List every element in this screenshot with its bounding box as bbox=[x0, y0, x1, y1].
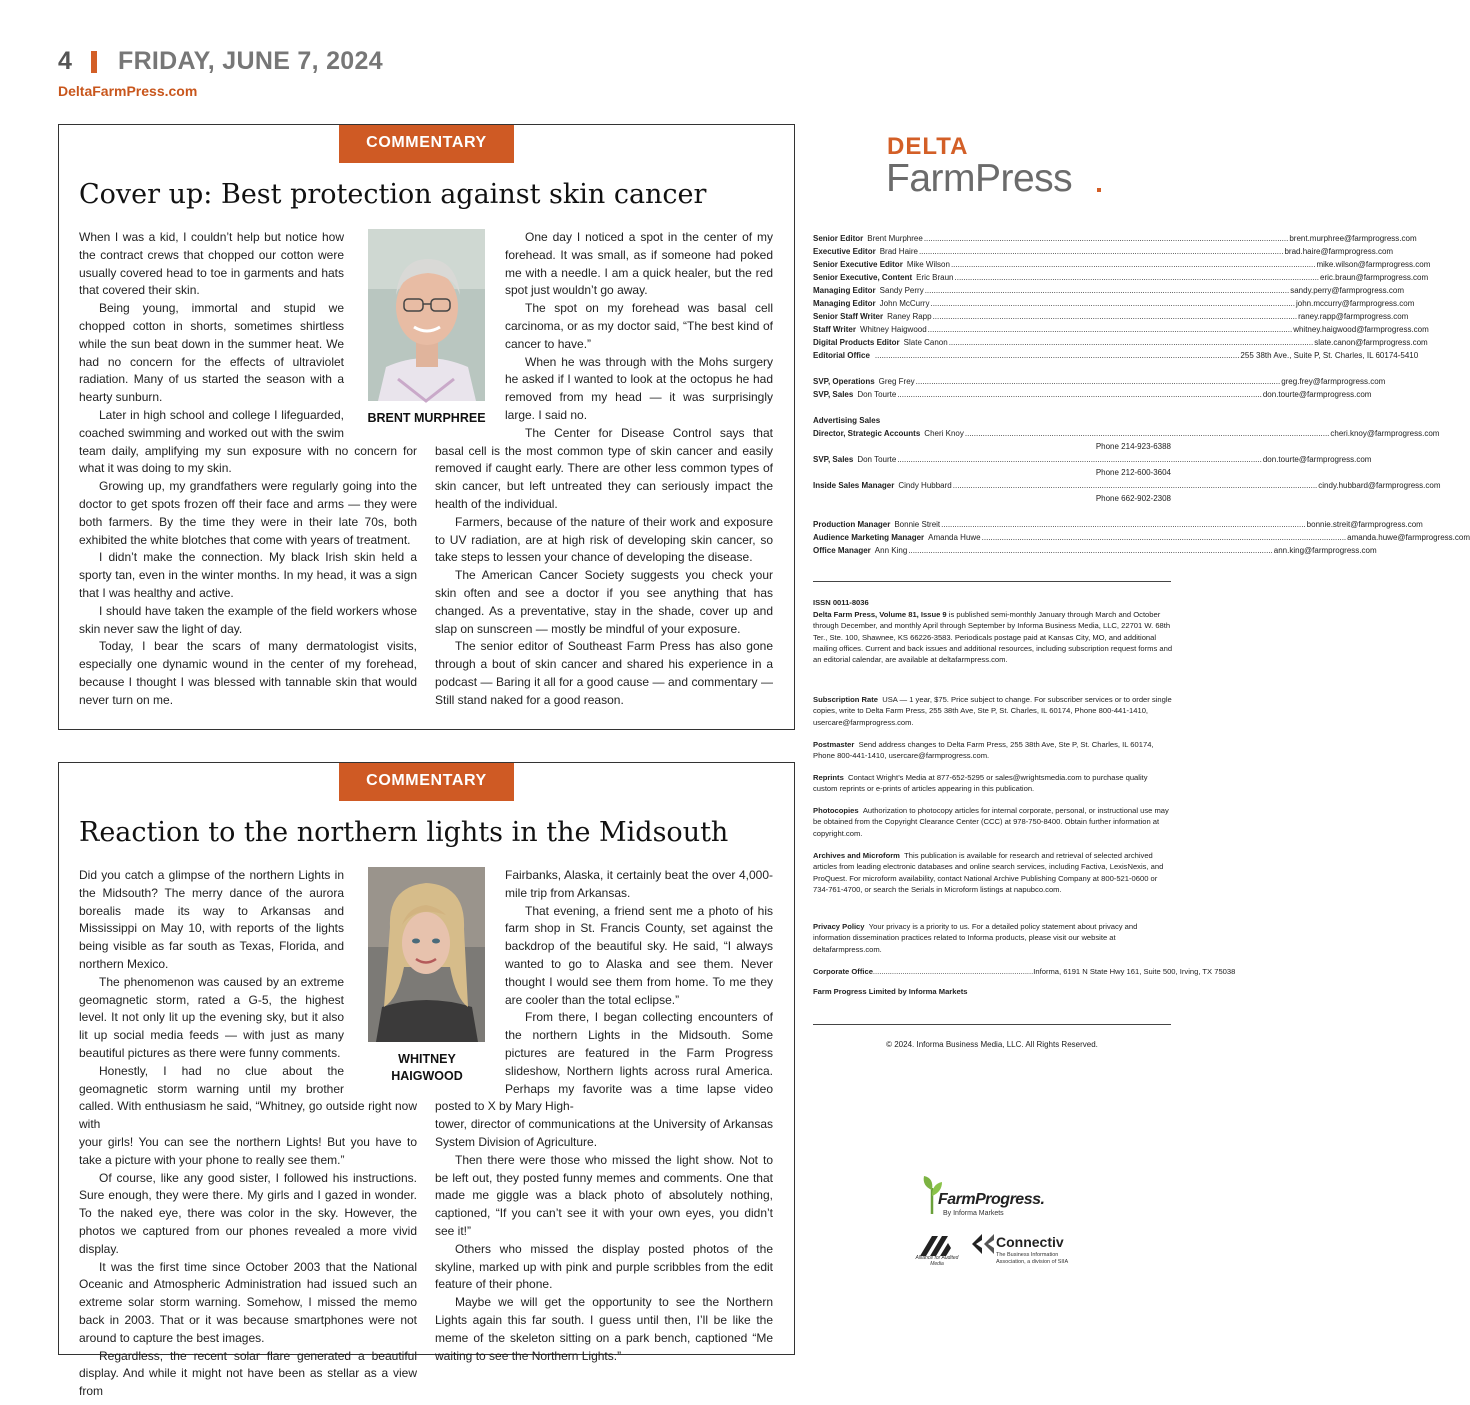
issn: ISSN 0011-8036 bbox=[813, 598, 869, 607]
staff-row bbox=[813, 271, 1429, 284]
paragraph: tower, director of communications at the University of Arkansas System Division of Agriculture. bbox=[435, 1117, 773, 1149]
staff-list-operations bbox=[813, 375, 1386, 401]
text: Contact Wright’s Media at 877-652-5295 or sales@wrightsmedia.com to purchase quality custom reprints or e-prints of articles appearing in this publication. bbox=[813, 773, 1148, 794]
farm-progress-limited: Farm Progress Limited by Informa Markets bbox=[813, 987, 968, 996]
paragraph: From there, I began collecting encounters of the northern Lights in the Midsouth. Some pictures are featured in the Farm Progress slideshow, Northern lights across rural America. Perhaps my favorite was a time lapse video posted to X by Mary High- bbox=[435, 1010, 773, 1114]
paragraph: When he was through with the Mohs surgery he asked if I wanted to look at the octopus he had removed from my head — it was surprisingly large. I said no. bbox=[505, 354, 773, 422]
archives bbox=[813, 850, 1173, 895]
leader-dots bbox=[908, 544, 1273, 557]
staff-row bbox=[813, 388, 1372, 401]
staff-row bbox=[813, 297, 1415, 310]
leader-dots bbox=[924, 232, 1289, 245]
leader-dots bbox=[953, 479, 1318, 492]
label: Photocopies bbox=[813, 806, 859, 815]
paragraph: Others who missed the display posted photos of the skyline, marked up with pink and purple scribbles from the edit feature of their phone. bbox=[435, 1241, 773, 1292]
staff-list-sales bbox=[813, 427, 1441, 505]
leader-dots bbox=[982, 531, 1347, 544]
article-northern-lights bbox=[58, 762, 795, 1399]
staff-row bbox=[813, 531, 1470, 544]
staff-name: Sandy Perry bbox=[879, 286, 924, 295]
staff-row bbox=[813, 427, 1440, 440]
staff-row bbox=[813, 336, 1428, 349]
staff-list-production bbox=[813, 518, 1470, 557]
paragraph: I should have taken the example of the field workers whose skin never saw the light of day. bbox=[79, 603, 417, 636]
staff-email[interactable]: whitney.haigwood@farmprogress.com bbox=[1293, 325, 1429, 334]
leader-dots bbox=[965, 427, 1330, 440]
staff-email[interactable]: mike.wilson@farmprogress.com bbox=[1316, 260, 1431, 269]
staff-email[interactable]: amanda.huwe@farmprogress.com bbox=[1347, 533, 1470, 542]
paragraph: It was the first time since October 2003 that the National Oceanic and Atmospheric Administration had issued such an extreme solar storm warning. Somehow, I missed the memo back in 2003. That or it was because smartphones were not around to capture the best images. bbox=[79, 1259, 417, 1345]
leader-dots bbox=[897, 388, 1262, 401]
staff-name: Don Tourte bbox=[857, 455, 897, 464]
staff-email[interactable]: greg.frey@farmprogress.com bbox=[1281, 377, 1386, 386]
staff-name: Eric Braun bbox=[916, 273, 954, 282]
staff-email[interactable]: john.mccurry@farmprogress.com bbox=[1295, 299, 1415, 308]
staff-row bbox=[813, 518, 1423, 531]
staff-role: Senior Staff Writer bbox=[813, 312, 884, 321]
staff-email[interactable]: raney.rapp@farmprogress.com bbox=[1298, 312, 1409, 321]
pub-label: Delta Farm Press, Volume 81, Issue 9 bbox=[813, 610, 947, 619]
text: Authorization to photocopy articles for internal corporate, personal, or instructional use may be obtained from the Copyright Clearance Center (CCC) at 978-750-8400. Obtain further information at copyright.com. bbox=[813, 806, 1169, 838]
paragraph: The American Cancer Society suggests you check your skin often and see a doctor if you see anything that has changed. As a preventative, stay in the shade, cover up and slap on sunscreen — mostly be mindful of your exposure. bbox=[435, 568, 773, 636]
paragraph: Being young, immortal and stupid we chopped cotton in shorts, sometimes shirtless while the sun beat down in the summer heat. We had no concern for the effects of ultraviolet radiation. Many of us started the season with a hearty sunburn. bbox=[79, 301, 344, 405]
staff-name: John McCurry bbox=[879, 299, 930, 308]
staff-role: Audience Marketing Manager bbox=[813, 533, 925, 542]
staff-name: Ann King bbox=[874, 546, 908, 555]
staff-email[interactable]: bonnie.streit@farmprogress.com bbox=[1306, 520, 1423, 529]
staff-row bbox=[813, 323, 1429, 336]
text: USA — 1 year, $75. Price subject to change. For subscriber services or to order single copies, write to Delta Farm Press, 255 38th Ave, Ste P, St. Charles, IL 60174, Phone 800-441-1410, usercare@farmprogress.com. bbox=[813, 695, 1172, 727]
staff-role: Office Manager bbox=[813, 546, 871, 555]
privacy-policy bbox=[813, 921, 1173, 955]
leader-dots bbox=[916, 375, 1281, 388]
article-column-1 bbox=[79, 867, 417, 1401]
connectiv-logo: Connectiv bbox=[996, 1234, 1064, 1250]
paragraph: Honestly, I had no clue about the geomagnetic storm warning until my brother called. With enthusiasm he said, “Whitney, go outside right now with bbox=[79, 1063, 417, 1132]
divider bbox=[813, 581, 1171, 582]
ad-sales-heading: Advertising Sales bbox=[813, 416, 881, 425]
paragraph: I didn’t make the connection. My black Irish skin held a sporty tan, even in the winter months. In my head, it was a sign that I was healthy and active. bbox=[79, 550, 417, 600]
staff-email[interactable]: slate.canon@farmprogress.com bbox=[1314, 338, 1428, 347]
paragraph: Of course, like any good sister, I followed his instructions. Sure enough, they were there. My girls and I gazed in wonder. To the naked eye, there was color in the sky. However, the photos we captured from our phones revealed a more vivid display. bbox=[79, 1170, 417, 1256]
paragraph: Regardless, the recent solar flare generated a beautiful display. And while it might not have been as stellar as a view from bbox=[79, 1348, 417, 1399]
staff-row bbox=[813, 375, 1386, 388]
label: Reprints bbox=[813, 773, 844, 782]
staff-row bbox=[813, 453, 1372, 466]
paragraph: When I was a kid, I couldn’t help but notice how the contract crews that chopped our cotton were usually covered head to toe in garments and hats that covered their skin. bbox=[79, 230, 344, 298]
leader-dots bbox=[919, 245, 1284, 258]
section-tag: COMMENTARY bbox=[339, 125, 514, 163]
label: Corporate Office bbox=[813, 967, 873, 976]
header-divider bbox=[91, 51, 97, 73]
paragraph: One day I noticed a spot in the center of my forehead. It was small, as if someone had poked me with a needle. I am a quick healer, but the red spot just wouldn’t go away. bbox=[505, 230, 773, 298]
leader-dots bbox=[955, 271, 1320, 284]
staff-role: Staff Writer bbox=[813, 325, 856, 334]
staff-role: Inside Sales Manager bbox=[813, 481, 895, 490]
pub-text: is published semi-monthly January through March and October through December, and monthly April through September by Informa Business Media, LLC, 22701 W. 68th Ter., Ste. 100, Shawnee, KS 66226-3583. Periodicals postage paid at Kansas City, MO, and additional mailing offices. Current and back issues and additional resources, including subscription request forms and an editorial calendar, are available at deltafarmpress.com. bbox=[813, 610, 1173, 665]
photo-caption: BRENT MURPHREE bbox=[367, 411, 486, 425]
postmaster bbox=[813, 739, 1173, 762]
staff-email[interactable]: cindy.hubbard@farmprogress.com bbox=[1318, 481, 1441, 490]
staff-role: SVP, Sales bbox=[813, 455, 854, 464]
staff-email[interactable]: 255 38th Ave., Suite P, St. Charles, IL 60174-5410 bbox=[1240, 351, 1419, 360]
publication-statement bbox=[813, 609, 1173, 665]
farmprogress-logo: FarmProgress. bbox=[938, 1191, 1045, 1208]
staff-name: Whitney Haigwood bbox=[859, 325, 927, 334]
label: Subscription Rate bbox=[813, 695, 878, 704]
paragraph: Fairbanks, Alaska, it certainly beat the over 4,000-mile trip from Arkansas. bbox=[505, 868, 773, 900]
staff-email[interactable]: sandy.perry@farmprogress.com bbox=[1290, 286, 1405, 295]
article-skin-cancer bbox=[58, 124, 795, 730]
paragraph: Farmers, because of the nature of their work and exposure to UV radiation, are at high risk of developing skin cancer, so take steps to lessen your chance of developing the disease. bbox=[435, 514, 773, 565]
staff-row bbox=[813, 310, 1409, 323]
connectiv-logo-icon bbox=[972, 1234, 994, 1254]
paragraph: That evening, a friend sent me a photo of his farm shop in St. Francis County, set against the backdrop of the beautiful sky. He said, “I always wanted to go to Alaska and see them. Never thought I would see them from home. To me they are cooler than the total eclipse.” bbox=[505, 903, 773, 1007]
paragraph: Growing up, my grandfathers were regularly going into the doctor to get spots frozen off their face and arms — they were both farmers. By the time they were in their late 70s, both exhibited the white blotches that come with years of treatment. bbox=[79, 479, 417, 547]
paragraph: Maybe we will get the opportunity to see the Northern Lights again this far south. I guess until then, I’ll be like the meme of the skeleton sitting on a park bench, captioned “Me waiting to see the Northern Lights.” bbox=[435, 1295, 773, 1363]
reprints bbox=[813, 772, 1173, 795]
staff-row bbox=[813, 232, 1417, 245]
caption-line: HAIGWOOD bbox=[391, 1069, 463, 1083]
paragraph: your girls! You can see the northern Lights! But you have to take a picture with your phone to really see them.” bbox=[79, 1134, 417, 1167]
logo-farmpress: FarmPress bbox=[886, 157, 1073, 200]
leader-dots bbox=[933, 310, 1298, 323]
staff-role: SVP, Operations bbox=[813, 377, 875, 386]
staff-name: Mike Wilson bbox=[906, 260, 950, 269]
leader-dots bbox=[875, 349, 1240, 362]
staff-name: Bonnie Streit bbox=[894, 520, 941, 529]
staff-role: Senior Executive Editor bbox=[813, 260, 903, 269]
staff-list-editorial bbox=[813, 232, 1431, 362]
staff-email[interactable]: cheri.knoy@farmprogress.com bbox=[1330, 429, 1440, 438]
staff-row bbox=[813, 479, 1441, 492]
staff-role: Managing Editor bbox=[813, 299, 876, 308]
leader-dots bbox=[951, 258, 1316, 271]
photo-caption bbox=[377, 1051, 477, 1085]
logo-dot bbox=[1097, 188, 1101, 192]
issue-date: FRIDAY, JUNE 7, 2024 bbox=[118, 47, 383, 75]
staff-email[interactable]: brent.murphree@farmprogress.com bbox=[1289, 234, 1417, 243]
staff-email[interactable]: don.tourte@farmprogress.com bbox=[1262, 455, 1372, 464]
staff-name: Brent Murphree bbox=[867, 234, 923, 243]
page-number: 4 bbox=[58, 47, 73, 75]
staff-row bbox=[813, 284, 1405, 297]
staff-row bbox=[813, 245, 1394, 258]
staff-name: Greg Frey bbox=[878, 377, 915, 386]
site-url[interactable]: DeltaFarmPress.com bbox=[58, 83, 198, 99]
staff-name: Brad Haire bbox=[879, 247, 918, 256]
staff-role: Senior Executive, Content bbox=[813, 273, 913, 282]
staff-row bbox=[813, 349, 1419, 362]
paragraph: Did you catch a glimpse of the northern Lights in the Midsouth? The merry dance of the aurora borealis made its way to Arkansas and Mississippi on May 10, with reports of the lights being visible as far south as Texas, Florida, and northern Mexico. bbox=[79, 868, 344, 971]
author-photo-whitney-haigwood bbox=[368, 867, 485, 1042]
divider bbox=[813, 1024, 1171, 1025]
logo-delta: DELTA bbox=[887, 133, 969, 160]
leader-dots: ............................................................................ bbox=[872, 967, 1034, 976]
text: Informa, 6191 N State Hwy 161, Suite 500, Irving, TX 75038 bbox=[1033, 967, 1236, 976]
staff-role: Senior Editor bbox=[813, 234, 864, 243]
paragraph: The spot on my forehead was basal cell carcinoma, or as my doctor said, “The best kind of cancer to have.” bbox=[505, 301, 773, 351]
staff-email[interactable]: don.tourte@farmprogress.com bbox=[1262, 390, 1372, 399]
label: Postmaster bbox=[813, 740, 855, 749]
staff-name: Raney Rapp bbox=[887, 312, 932, 321]
leader-dots bbox=[928, 323, 1293, 336]
staff-name: Cheri Knoy bbox=[924, 429, 964, 438]
staff-role: Director, Strategic Accounts bbox=[813, 429, 921, 438]
staff-role: Digital Products Editor bbox=[813, 338, 900, 347]
article-column-2 bbox=[435, 867, 773, 1365]
text: This publication is available for research and retrieval of selected archived articles from leading electronic databases and online search services, including Factiva, LexisNexis, and ProQuest. For microform availability, contact National Archive Publishing Company at 800-521-0600 or 734-761-4700, or search the Serials in Microform listings at napubco.com. bbox=[813, 851, 1164, 894]
article-column-1 bbox=[79, 229, 417, 710]
caption-line: WHITNEY bbox=[398, 1052, 456, 1066]
connectiv-tagline: The Business Information Association, a division of SIIA bbox=[996, 1252, 1069, 1265]
leader-dots bbox=[930, 297, 1295, 310]
leader-dots bbox=[925, 284, 1290, 297]
label: Privacy Policy bbox=[813, 922, 865, 931]
copyright: © 2024. Informa Business Media, LLC. All Rights Reserved. bbox=[886, 1040, 1098, 1049]
farmprogress-tagline: By Informa Markets bbox=[943, 1210, 1004, 1217]
staff-role: SVP, Sales bbox=[813, 390, 854, 399]
author-photo-brent-murphree bbox=[368, 229, 485, 401]
staff-email[interactable]: eric.braun@farmprogress.com bbox=[1320, 273, 1429, 282]
staff-role: Executive Editor bbox=[813, 247, 876, 256]
article-column-2 bbox=[435, 229, 773, 710]
article-headline: Reaction to the northern lights in the Midsouth bbox=[79, 817, 729, 848]
text: Your privacy is a priority to us. For a detailed policy statement about privacy and information dissemination practices related to Informa products, please visit our website at deltafarmpress.com. bbox=[813, 922, 1138, 954]
staff-name: Amanda Huwe bbox=[928, 533, 981, 542]
aam-logo-icon bbox=[918, 1236, 956, 1256]
leader-dots bbox=[949, 336, 1314, 349]
staff-role: Managing Editor bbox=[813, 286, 876, 295]
photocopies bbox=[813, 805, 1173, 839]
staff-role: Editorial Office bbox=[813, 351, 870, 360]
leader-dots bbox=[941, 518, 1306, 531]
staff-phone: Phone 212-600-3604 bbox=[1095, 468, 1171, 477]
leader-dots bbox=[897, 453, 1262, 466]
staff-email[interactable]: brad.haire@farmprogress.com bbox=[1284, 247, 1394, 256]
paragraph: Today, I bear the scars of many dermatologist visits, especially one dynamic wound in the center of my forehead, because I thought I was blessed with tannable skin that would never turn on me. bbox=[79, 639, 417, 707]
paragraph: Then there were those who missed the light show. Not to be left out, they posted funny memes and comments. One that made me giggle was a black photo of absolutely nothing, captioned, “If you can’t see it with your own eyes, you didn’t see it!” bbox=[435, 1152, 773, 1238]
text: Send address changes to Delta Farm Press, 255 38th Ave, Ste P, St. Charles, IL 60174, Phone 800-441-1410, usercare@farmprogress.com. bbox=[813, 740, 1154, 761]
paragraph: The Center for Disease Control says that basal cell is the most common type of skin cancer and easily removed if caught early. There are other less common types of skin cancer, but left untreated they can seriously impact the health of the individual. bbox=[435, 425, 773, 511]
staff-email[interactable]: ann.king@farmprogress.com bbox=[1273, 546, 1377, 555]
staff-role: Production Manager bbox=[813, 520, 891, 529]
paragraph: The phenomenon was caused by an extreme geomagnetic storm, rated a G-5, the highest level. It not only lit up the evening sky, but it also lit up social media feeds — with just as many beautiful pictures as there were funny comments. bbox=[79, 974, 344, 1060]
paragraph: The senior editor of Southeast Farm Press has also gone through a bout of skin cancer and shared his experience in a podcast — Baring it all for a good cause — and commentary — Still stand naked for a good reason. bbox=[435, 639, 773, 707]
staff-name: Slate Canon bbox=[903, 338, 948, 347]
staff-row bbox=[813, 544, 1377, 557]
staff-name: Cindy Hubbard bbox=[898, 481, 952, 490]
corporate-office bbox=[813, 966, 1236, 977]
aam-tagline: Alliance for Audited Media bbox=[915, 1255, 959, 1267]
staff-row bbox=[813, 258, 1431, 271]
staff-name: Don Tourte bbox=[857, 390, 897, 399]
subscription-rate bbox=[813, 694, 1173, 728]
staff-phone: Phone 662-902-2308 bbox=[1095, 494, 1171, 503]
article-headline: Cover up: Best protection against skin cancer bbox=[79, 179, 707, 210]
staff-phone: Phone 214-923-6388 bbox=[1095, 442, 1171, 451]
section-tag: COMMENTARY bbox=[339, 763, 514, 801]
paragraph: Later in high school and college I lifeguarded, coached swimming and worked out with the swim team daily, amplifying my sun exposure with no concern for what it was doing to my skin. bbox=[79, 407, 417, 476]
label: Archives and Microform bbox=[813, 851, 900, 860]
